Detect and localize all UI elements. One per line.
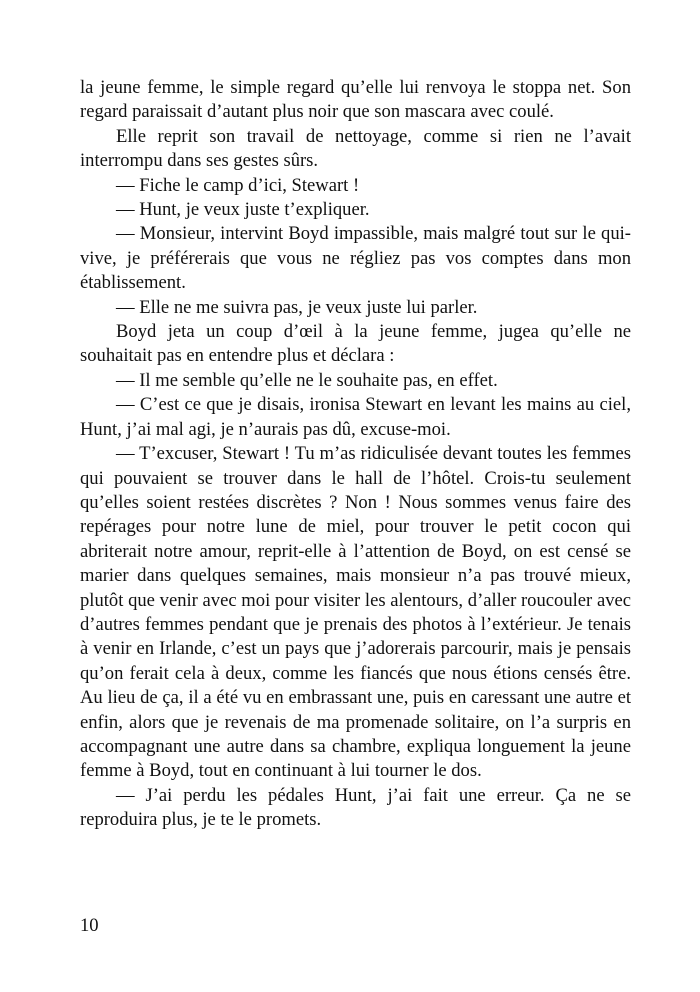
dialogue-line: — J’ai perdu les pédales Hunt, j’ai fait une erreur. Ça ne se reproduira plus, je te le promets. xyxy=(80,784,631,831)
dialogue-line: — C’est ce que je disais, ironisa Stewart en levant les mains au ciel, Hunt, j’ai mal agi, je n’aurais pas dû, excuse-moi. xyxy=(80,394,631,440)
dialogue-line: — Hunt, je veux juste t’expliquer. xyxy=(116,199,370,221)
page-body xyxy=(80,76,631,833)
paragraph-continuation: la jeune femme, le simple regard qu’elle lui renvoya le stoppa net. Son regard paraissait d’autant plus noir que son mascara avec coulé. xyxy=(80,77,631,123)
page-number: 10 xyxy=(80,915,99,936)
paragraph-narration: Elle reprit son travail de nettoyage, comme si rien ne l’avait interrompu dans ses gestes sûrs. xyxy=(80,125,631,172)
dialogue-line: — Monsieur, intervint Boyd impassible, mais malgré tout sur le qui-vive, je préférerais que vous ne régliez pas vos comptes dans mon établissement. xyxy=(80,223,631,294)
dialogue-line: — T’excuser, Stewart ! Tu m’as ridiculisée devant toutes les femmes qui pouvaient se trouver dans le hall de l’hôtel. Crois-tu seulement qu’elles soient restées discrètes ? Non ! Nous sommes venus faire des repérages pour notre lune de miel, pour trouver le petit cocon qui abriterait notre amour, reprit-elle à l’attention de Boyd, on est censé se marier dans quelques semaines, mais monsieur n’a pas trouvé mieux, plutôt que venir avec moi pour visiter les alentours, d’aller roucouler avec d’autres femmes pendant que je prenais des photos à l’extérieur. Je tenais à venir en Irlande, c’est un pays que j’adorerais parcourir, mais je pensais qu’on ferait cela à deux, comme les fiancés que nous étions censés être. Au lieu de ça, il a été vu en embrassant une, puis en caressant une autre et enfin, alors que je revenais de ma promenade solitaire, on l’a surpris en accompagnant une autre dans sa chambre, expliqua longuement la jeune femme à Boyd, tout en continuant à lui tourner le dos. xyxy=(80,443,631,782)
dialogue-line: — Fiche le camp d’ici, Stewart ! xyxy=(116,174,360,196)
paragraph-narration: Boyd jeta un coup d’œil à la jeune femme, jugea qu’elle ne souhaitait pas en entendre plus et déclara : xyxy=(80,321,631,367)
dialogue-line: — Il me semble qu’elle ne le souhaite pas, en effet. xyxy=(116,369,498,391)
dialogue-line: — Elle ne me suivra pas, je veux juste lui parler. xyxy=(116,296,478,318)
